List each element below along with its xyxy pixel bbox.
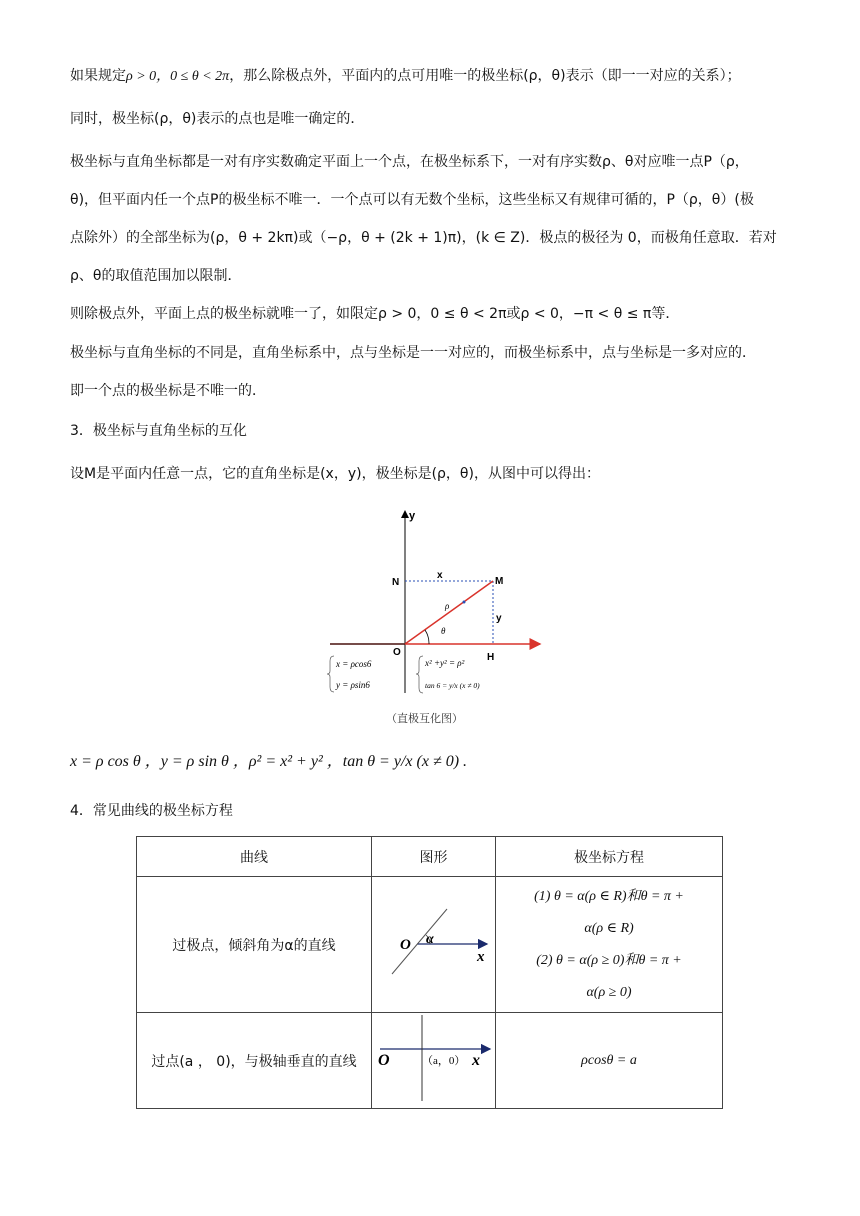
fig-point-label: （a，0） [422,1055,466,1067]
row1-eq-3: (2) θ = α(ρ ≥ 0)和θ = π + [536,952,682,968]
paragraph-10: 设M是平面内任意一点，它的直角坐标是(x，y)，极坐标是(ρ，θ)，从图中可以得出： [70,466,600,482]
label-x-top: x [437,570,443,581]
row1-eq-2: α(ρ ∈ R) [584,920,634,936]
curves-table [136,836,723,1109]
header-equation: 极坐标方程 [496,837,723,877]
row2-equation: ρcosθ = a [496,1013,723,1109]
paragraph-4: θ)，但平面内任一个点P的极坐标不唯一．一个点可以有无数个坐标，这些坐标又有规律可循的，P（ρ，θ）(极 [70,192,754,208]
label-y: y [409,510,416,522]
row2-curve: 过点(a ， 0)，与极轴垂直的直线 [137,1013,372,1109]
row1-eq-1: (1) θ = α(ρ ∈ R)和θ = π + [534,888,684,904]
row1-figure [372,877,496,1013]
figure-caption: （直极互化图） [386,712,463,725]
conversion-formulas: x = ρ cos θ ，y = ρ sin θ ，ρ² = x² + y² ，tan θ = y/x (x ≠ 0) . [70,753,468,770]
om-dot [463,601,466,604]
right-brace [416,656,423,693]
fig-alpha-label: α [426,932,434,947]
row1-equation [496,877,723,1013]
label-theta: θ [441,626,446,636]
theta-arc [425,630,429,644]
header-figure: 图形 [372,837,496,877]
label-rho: ρ [445,601,450,611]
om-segment [405,581,493,644]
text-span: ，那么除极点外，平面内的点可用唯一的极坐标(ρ，θ)表示（即一一对应的关系）； [229,68,741,84]
label-o: O [393,647,401,658]
paragraph-1 [70,66,741,87]
paragraph-6: ρ、θ的取值范围加以限制． [70,268,242,284]
row1-figure-svg [372,877,495,1008]
paragraph-5: 点除外）的全部坐标为(ρ，θ + 2kπ)或（−ρ，θ + (2k + 1)π)，(k ∈ Z)．极点的极径为 0，而极角任意取．若对 [70,230,777,246]
section-heading-3: 3．极坐标与直角坐标的互化 [70,423,247,439]
eq-left-1: x = ρcos6 [336,659,372,669]
eq-right-1: x² +y² = ρ² [425,658,465,668]
math-span: ρ > 0，0 ≤ θ < 2π [126,69,230,84]
text-span: 如果规定 [70,68,126,84]
row2-figure-svg [372,1013,495,1104]
eq-right-2: tan 6 = y/x (x ≠ 0) [425,681,480,690]
eq-left-2: y = ρsin6 [336,680,370,690]
row1-eq-4: α(ρ ≥ 0) [586,984,632,1000]
label-y-side: y [496,613,502,624]
fig-o-label: O [400,937,411,953]
section-heading-4: 4．常见曲线的极坐标方程 [70,803,233,819]
fig-x-label: x [477,949,485,965]
fig-x-label: x [472,1052,480,1069]
table-row [137,877,723,1013]
polar-rect-figure [325,503,550,703]
row2-figure [372,1013,496,1109]
figure-svg [325,503,550,703]
header-curve: 曲线 [137,837,372,877]
label-m: M [495,576,504,587]
label-h: H [487,652,495,663]
paragraph-2: 同时，极坐标(ρ，θ)表示的点也是唯一确定的． [70,111,365,127]
table-header-row [137,837,723,877]
fig-o-label: O [378,1052,390,1069]
paragraph-3: 极坐标与直角坐标都是一对有序实数确定平面上一个点，在极坐标系下，一对有序实数ρ、θ对应唯一点P（ρ， [70,154,749,170]
table-row [137,1013,723,1109]
paragraph-7: 则除极点外，平面上点的极坐标就唯一了，如限定ρ > 0，0 ≤ θ < 2π或ρ < 0，−π < θ ≤ π等． [70,306,680,322]
left-brace [327,656,334,692]
paragraph-9: 即一个点的极坐标是不唯一的． [70,383,266,399]
row1-curve: 过极点，倾斜角为α的直线 [137,877,372,1013]
paragraph-8: 极坐标与直角坐标的不同是，直角坐标系中，点与坐标是一一对应的，而极坐标系中，点与坐标是一多对应的． [70,345,756,361]
label-n: N [392,577,400,588]
